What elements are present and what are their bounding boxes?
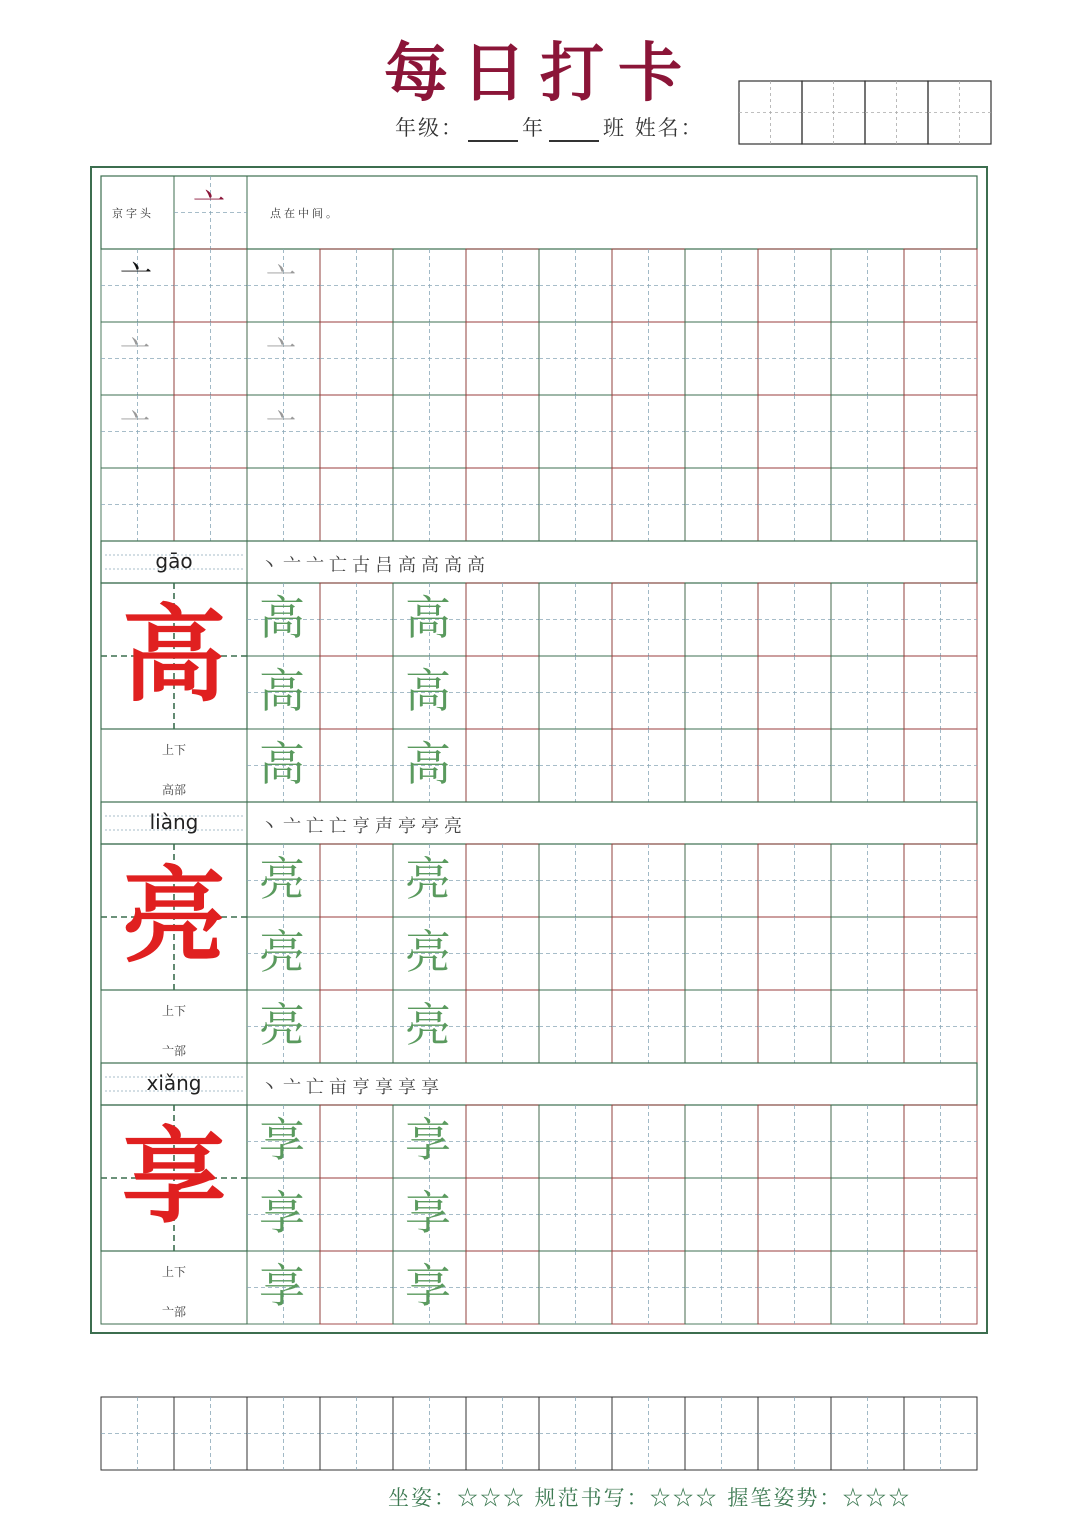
year-label: 年 bbox=[522, 116, 545, 140]
pinyin-label: xiǎng bbox=[146, 1071, 202, 1095]
name-label: 姓名： bbox=[634, 116, 704, 140]
trace-character: 享 bbox=[405, 1259, 451, 1313]
radical-label: 亠部 bbox=[161, 1044, 186, 1058]
radical-char: 亠 bbox=[193, 186, 226, 224]
trace-character: 高 bbox=[405, 664, 451, 718]
structure-label: 上下 bbox=[161, 1265, 186, 1279]
radical-label: 高部 bbox=[161, 783, 186, 797]
radical-name: 京字头 bbox=[112, 207, 154, 220]
trace-character: 高 bbox=[259, 591, 305, 645]
class-label: 班 bbox=[603, 116, 626, 140]
radical-model: 亠 bbox=[120, 258, 153, 296]
stroke-order: 丶亠亡亩亨享享享 bbox=[260, 1077, 444, 1098]
structure-label: 上下 bbox=[161, 743, 186, 757]
trace-character: 享 bbox=[259, 1186, 305, 1240]
radical-trace: 亠 bbox=[266, 262, 296, 297]
trace-character: 高 bbox=[259, 664, 305, 718]
radical-trace: 亠 bbox=[266, 408, 296, 443]
stroke-order: 丶亠亡亡亨声亭亭亮 bbox=[260, 816, 467, 837]
trace-character: 享 bbox=[405, 1113, 451, 1167]
trace-character: 亮 bbox=[405, 925, 451, 979]
trace-character: 享 bbox=[259, 1113, 305, 1167]
trace-character: 享 bbox=[259, 1259, 305, 1313]
trace-character: 高 bbox=[405, 591, 451, 645]
page-title: 每日打卡 bbox=[384, 36, 696, 111]
radical-label: 亠部 bbox=[161, 1305, 186, 1319]
pinyin-label: liàng bbox=[149, 810, 199, 834]
radical-trace: 亠 bbox=[120, 408, 150, 443]
trace-character: 高 bbox=[259, 737, 305, 791]
grade-label: 年级： bbox=[395, 116, 464, 140]
trace-character: 亮 bbox=[259, 925, 305, 979]
stroke-order: 丶亠亠亡古吕高高高高 bbox=[260, 555, 490, 576]
radical-trace: 亠 bbox=[266, 335, 296, 370]
trace-character: 亮 bbox=[259, 852, 305, 906]
structure-label: 上下 bbox=[161, 1004, 186, 1018]
trace-character: 亮 bbox=[259, 998, 305, 1052]
trace-character: 亮 bbox=[405, 852, 451, 906]
evaluation-footer: 坐姿：☆☆☆ 规范书写：☆☆☆ 握笔姿势：☆☆☆ bbox=[388, 1486, 912, 1510]
pinyin-label: gāo bbox=[155, 549, 193, 573]
trace-character: 高 bbox=[405, 737, 451, 791]
trace-character: 亮 bbox=[405, 998, 451, 1052]
radical-tip: 点在中间。 bbox=[270, 207, 340, 220]
model-character: 亮 bbox=[121, 854, 226, 977]
model-character: 享 bbox=[121, 1115, 226, 1238]
radical-trace: 亠 bbox=[120, 335, 150, 370]
trace-character: 享 bbox=[405, 1186, 451, 1240]
model-character: 高 bbox=[121, 593, 226, 716]
